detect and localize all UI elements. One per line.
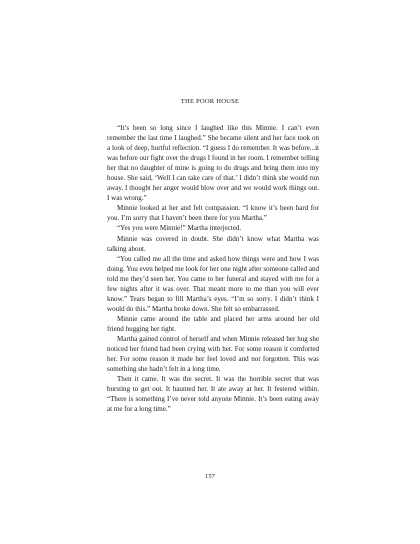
page-number: 157 — [205, 473, 215, 480]
paragraph: “It’s been so long since I laughed like this Minnie. I can’t even remember the last time I laughed.” She became silent and her face took on a look of deep, hurtful reflection. “I guess I do remember. It was before...it was before our fight over the drugs I found in her room. I remember telling her that no daughter of mine is going to do drugs and bring them into my house. She said, ‘Well I can take care of that.’ I didn’t think she would run away. I thought her anger would blow over and we would work things out. I was wrong.” — [107, 124, 319, 203]
paragraph: “Yes you were Minnie!” Martha interjected. — [117, 224, 242, 233]
body-text — [107, 123, 319, 414]
paragraph: “You called me all the time and asked how things were and how I was doing. You even helped me look for her one night after someone called and told me they’d seen her. You came to her funeral and stayed with me for a few nights after it was over. That meant more to me than you will ever know.” Tears began to fill Martha’s eyes. “I’m so sorry. I didn’t think I would do this.” Martha broke down. She felt so embarrassed. — [107, 254, 319, 313]
paragraph: Minnie was covered in doubt. She didn’t know what Martha was talking about. — [107, 234, 319, 253]
paragraph: Minnie came around the table and placed her arms around her old friend hugging her tight. — [107, 314, 319, 333]
paragraph: Martha gained control of herself and when Minnie released her hug she noticed her friend had been crying with her. For some reason it comforted her. For some reason it made her feel loved and not forgotten. This was something she hadn’t felt in a long time. — [107, 334, 319, 374]
paragraph: Minnie looked at her and felt compassion. “I know it’s been hard for you. I’m sorry that I haven’t been there for you Martha.” — [107, 204, 319, 223]
running-head: THE POOR HOUSE — [180, 98, 240, 105]
paragraph: Then it came. It was the secret. It was the horrible secret that was bursting to get out. It haunted her. It ate away at her. It festered within. “There is something I’ve never told anyone Minnie. It’s been eating away at me for a long time.” — [107, 375, 319, 414]
